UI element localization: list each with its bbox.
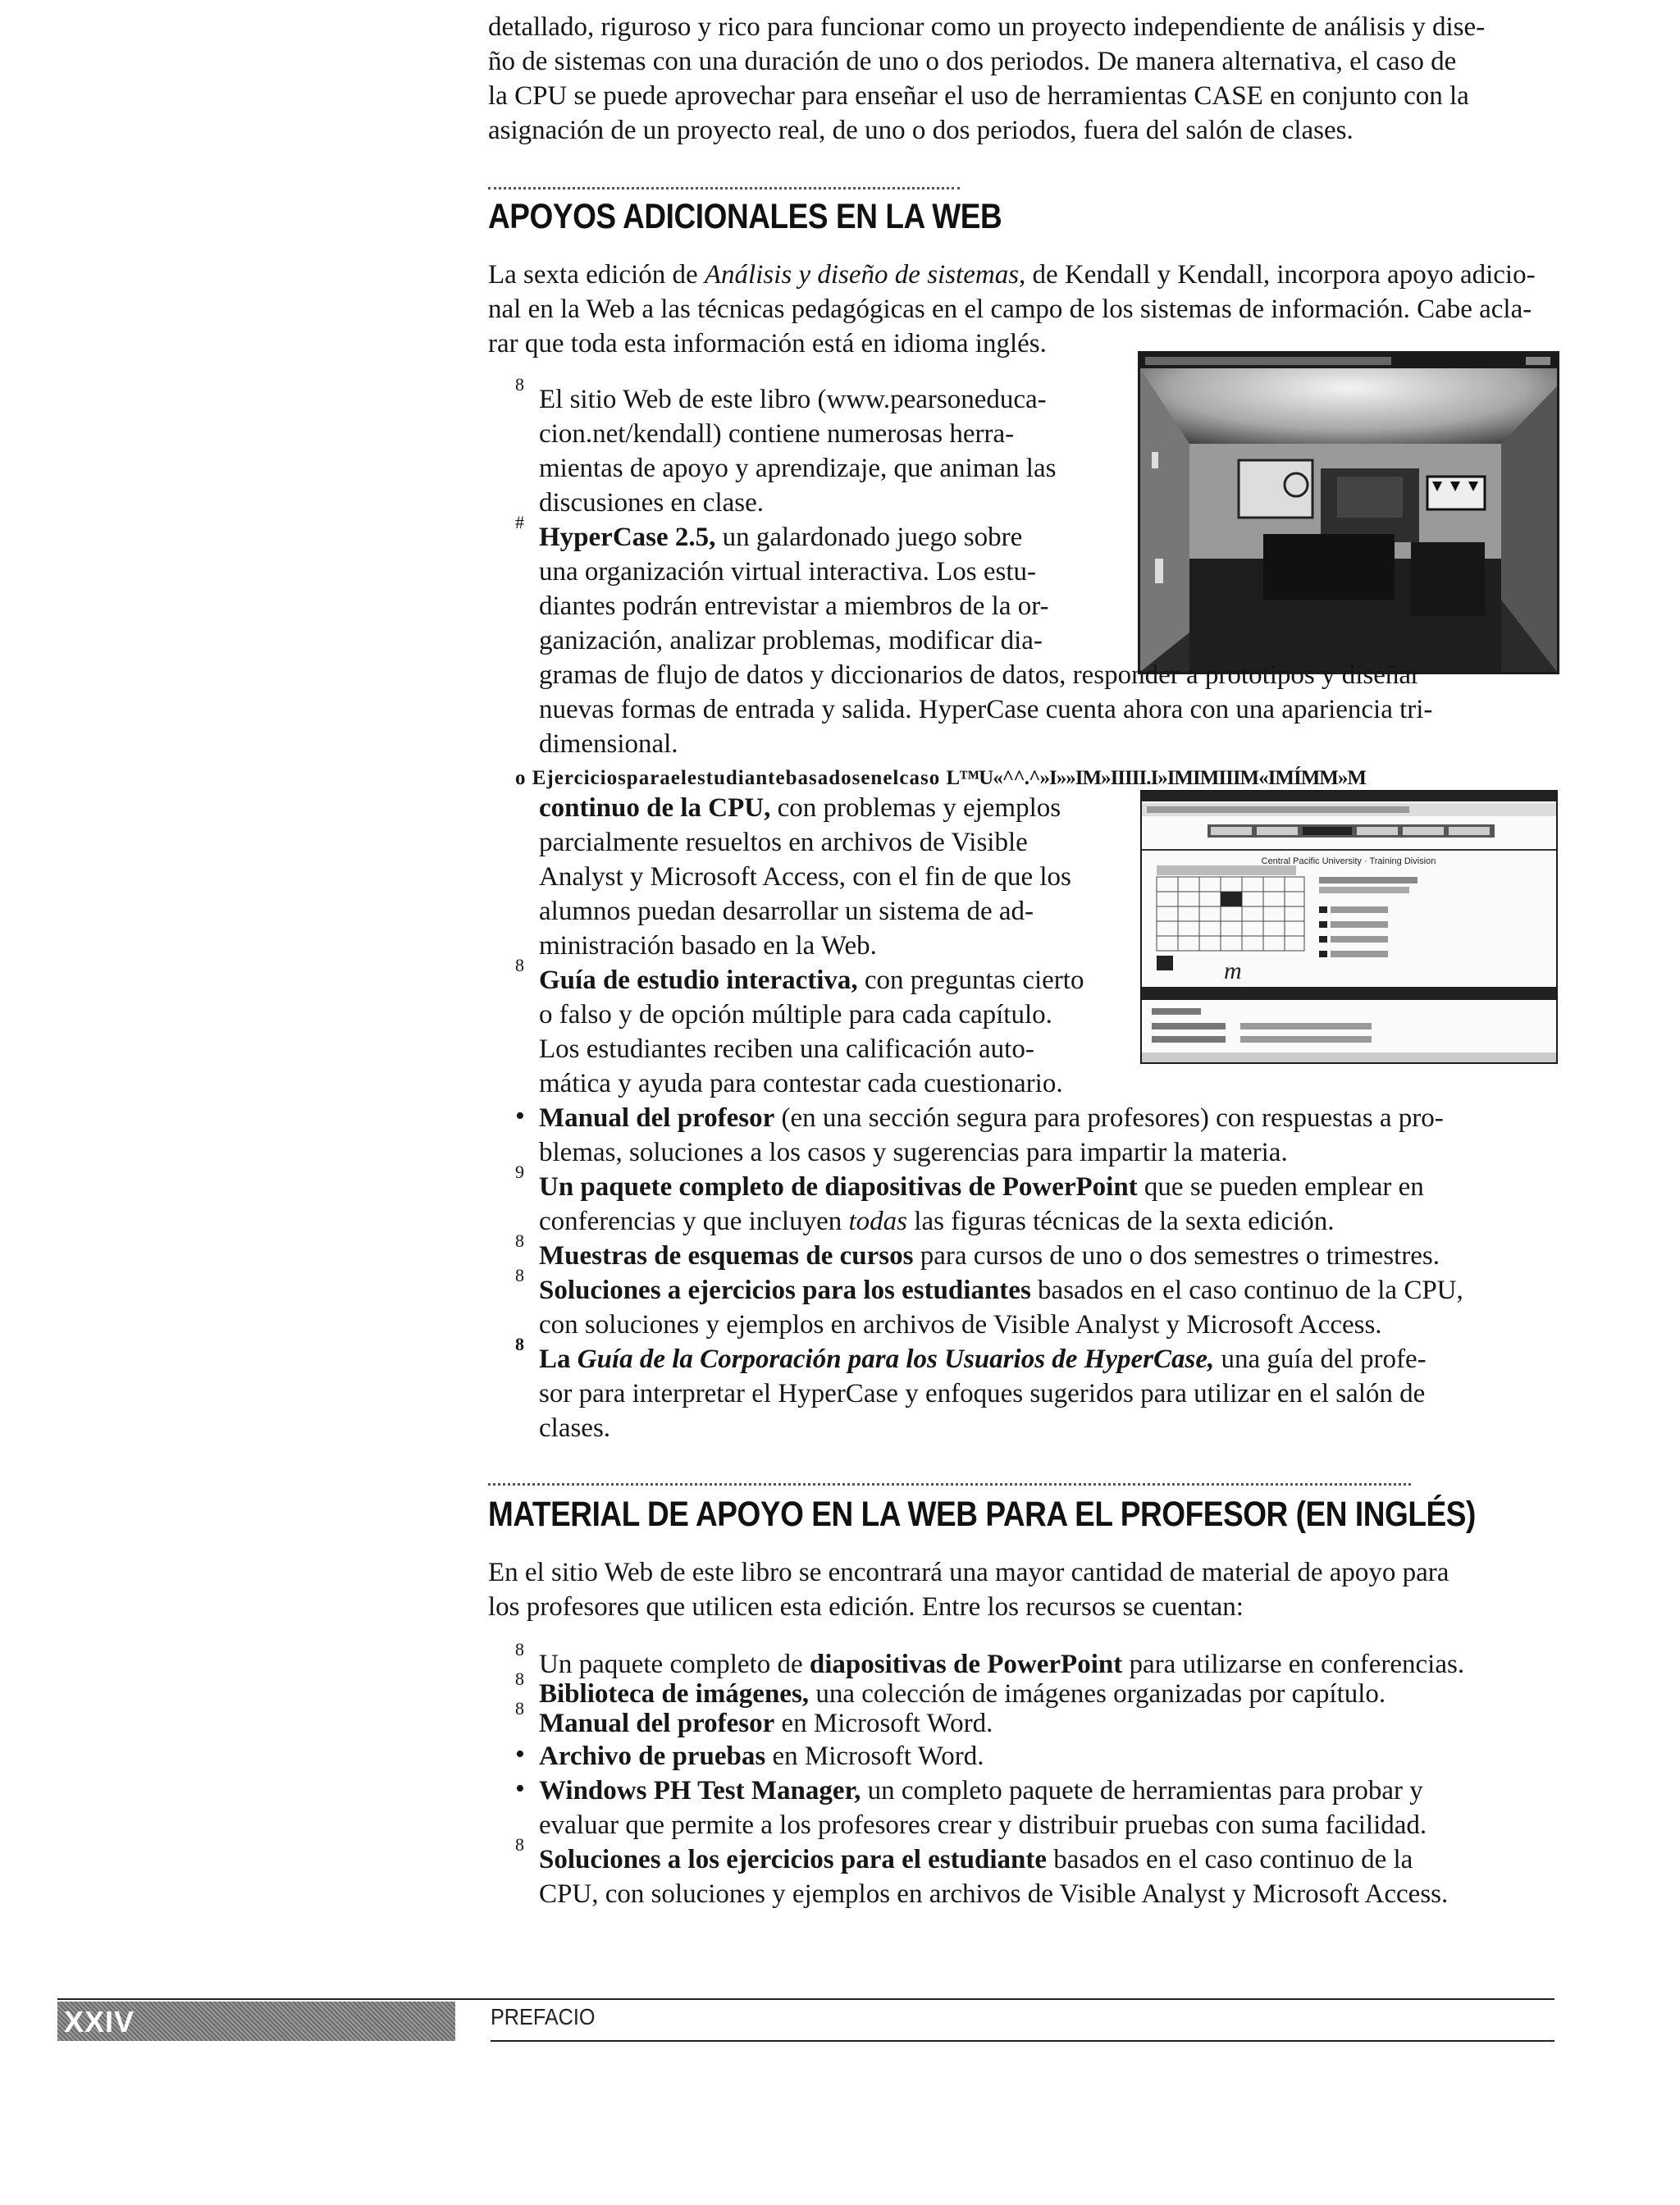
list-marker: 8 bbox=[515, 1669, 524, 1689]
list-item-continuation: parcialmente resueltos en archivos de Visible bbox=[539, 828, 1028, 857]
list-item-continuation: diantes podrán entrevistar a miembros de la or- bbox=[539, 591, 1049, 621]
intro-line-1: detallado, riguroso y rico para funcionar como un proyecto independiente de análisis y dise- bbox=[488, 12, 1486, 42]
page-number: XXIV bbox=[64, 2005, 135, 2038]
footer-rule-top bbox=[57, 1998, 1554, 2000]
running-footer-title: PREFACIO bbox=[491, 2004, 596, 2029]
list-item: Un paquete completo de diapositivas de PowerPoint para utilizarse en conferencias. bbox=[539, 1650, 1465, 1679]
list-item: Windows PH Test Manager, un completo paquete de herramientas para probar y bbox=[539, 1776, 1423, 1806]
list-item-continuation: Los estudiantes reciben una calificación auto- bbox=[539, 1034, 1034, 1064]
section-heading: MATERIAL DE APOYO EN LA WEB PARA EL PROFESOR (EN INGLÉS) bbox=[488, 1495, 1476, 1534]
list-marker: # bbox=[515, 512, 524, 532]
footer-rule-bottom bbox=[491, 2040, 1554, 2042]
section-paragraph-line: rar que toda esta información está en idioma inglés. bbox=[488, 329, 1047, 358]
web-page-title: Central Pacific University · Training Division bbox=[1261, 856, 1436, 866]
list-marker: 8 bbox=[515, 374, 524, 395]
list-item-continuation: mientas de apoyo y aprendizaje, que animan las bbox=[539, 454, 1057, 483]
list-marker: 9 bbox=[515, 1162, 524, 1182]
list-item-continuation: evaluar que permite a los profesores crear y distribuir pruebas con suma facilidad. bbox=[539, 1810, 1427, 1840]
list-item-continuation: blemas, soluciones a los casos y sugerencias para impartir la materia. bbox=[539, 1138, 1288, 1167]
web-page-letter: m bbox=[1224, 957, 1242, 984]
page-number-box bbox=[57, 2002, 455, 2041]
list-item-continuation: conferencias y que incluyen todas las figuras técnicas de la sexta edición. bbox=[539, 1207, 1335, 1236]
list-marker: 8 bbox=[515, 1334, 524, 1354]
section-paragraph-line: La sexta edición de Análisis y diseño de sistemas, de Kendall y Kendall, incorpora apoyo adicio- bbox=[488, 260, 1536, 290]
list-item-continuation: Analyst y Microsoft Access, con el fin de que los bbox=[539, 862, 1071, 892]
list-marker: • bbox=[515, 1101, 525, 1131]
list-item: Manual del profesor en Microsoft Word. bbox=[539, 1709, 993, 1738]
list-item-continuation: alumnos puedan desarrollar un sistema de ad- bbox=[539, 897, 1034, 926]
section-heading: APOYOS ADICIONALES EN LA WEB bbox=[488, 197, 1002, 236]
list-item-continuation: dimensional. bbox=[539, 729, 678, 759]
list-marker: • bbox=[515, 1739, 525, 1769]
list-item: Archivo de pruebas en Microsoft Word. bbox=[539, 1742, 984, 1771]
list-item: o Ejerciciosparaelestudiantebasadosenelcaso L™U«^^.^»I»»IM»IIIII.I»IMIMIIIM«IMÍMM»M bbox=[515, 767, 1366, 789]
list-marker: 8 bbox=[515, 1834, 524, 1855]
list-item-continuation: cion.net/kendall) contiene numerosas herra- bbox=[539, 419, 1015, 449]
list-item: Soluciones a ejercicios para los estudiantes basados en el caso continuo de la CPU, bbox=[539, 1276, 1463, 1305]
web-page-screenshot bbox=[1140, 790, 1558, 1064]
list-item: Guía de estudio interactiva, con preguntas cierto bbox=[539, 966, 1084, 995]
list-marker: 8 bbox=[515, 1698, 524, 1719]
list-item: Soluciones a los ejercicios para el estudiante basados en el caso continuo de la bbox=[539, 1845, 1413, 1874]
section-paragraph-line: nal en la Web a las técnicas pedagógicas en el campo de los sistemas de información. Cabe acla- bbox=[488, 294, 1532, 324]
list-item-continuation: con soluciones y ejemplos en archivos de Visible Analyst y Microsoft Access. bbox=[539, 1310, 1382, 1340]
list-item-continuation: gramas de flujo de datos y diccionarios de datos, responder a prototipos y diseñar bbox=[539, 660, 1421, 690]
list-item: continuo de la CPU, con problemas y ejemplos bbox=[539, 793, 1061, 823]
section-divider bbox=[488, 1483, 1411, 1486]
list-item-continuation: una organización virtual interactiva. Los estu- bbox=[539, 557, 1037, 587]
list-marker: 8 bbox=[515, 1265, 524, 1285]
section-paragraph-line: En el sitio Web de este libro se encontrará una mayor cantidad de material de apoyo para bbox=[488, 1558, 1449, 1587]
intro-line-2: ño de sistemas con una duración de uno o dos periodos. De manera alternativa, el caso de bbox=[488, 47, 1457, 76]
list-marker: 8 bbox=[515, 1230, 524, 1251]
list-item: HyperCase 2.5, un galardonado juego sobre bbox=[539, 523, 1023, 552]
section-divider bbox=[488, 187, 960, 189]
list-item: La Guía de la Corporación para los Usuarios de HyperCase, una guía del profe- bbox=[539, 1344, 1427, 1374]
list-marker: 8 bbox=[515, 1639, 524, 1659]
list-item-continuation: nuevas formas de entrada y salida. HyperCase cuenta ahora con una apariencia tri- bbox=[539, 695, 1433, 724]
list-marker: 8 bbox=[515, 955, 524, 975]
list-item: Manual del profesor (en una sección segura para profesores) con respuestas a pro- bbox=[539, 1103, 1444, 1133]
list-item: Biblioteca de imágenes, una colección de imágenes organizadas por capítulo. bbox=[539, 1679, 1386, 1709]
list-item-continuation: mática y ayuda para contestar cada cuestionario. bbox=[539, 1069, 1063, 1098]
hypercase-screenshot bbox=[1138, 351, 1559, 674]
list-item-continuation: ganización, analizar problemas, modificar dia- bbox=[539, 626, 1043, 655]
list-item-continuation: discusiones en clase. bbox=[539, 488, 765, 518]
list-item: El sitio Web de este libro (www.pearsoneduca- bbox=[539, 385, 1047, 414]
list-item: Muestras de esquemas de cursos para cursos de uno o dos semestres o trimestres. bbox=[539, 1241, 1440, 1271]
list-item-continuation: clases. bbox=[539, 1413, 611, 1443]
list-item-continuation: o falso y de opción múltiple para cada capítulo. bbox=[539, 1000, 1052, 1029]
list-item: Un paquete completo de diapositivas de PowerPoint que se pueden emplear en bbox=[539, 1172, 1424, 1202]
intro-line-4: asignación de un proyecto real, de uno o dos periodos, fuera del salón de clases. bbox=[488, 116, 1354, 145]
list-item-continuation: sor para interpretar el HyperCase y enfoques sugeridos para utilizar en el salón de bbox=[539, 1379, 1426, 1408]
list-marker: • bbox=[515, 1774, 525, 1804]
list-item-continuation: CPU, con soluciones y ejemplos en archivos de Visible Analyst y Microsoft Access. bbox=[539, 1879, 1449, 1909]
section-paragraph-line: los profesores que utilicen esta edición. Entre los recursos se cuentan: bbox=[488, 1592, 1244, 1622]
list-item-continuation: ministración basado en la Web. bbox=[539, 931, 877, 961]
intro-line-3: la CPU se puede aprovechar para enseñar el uso de herramientas CASE en conjunto con la bbox=[488, 81, 1469, 111]
